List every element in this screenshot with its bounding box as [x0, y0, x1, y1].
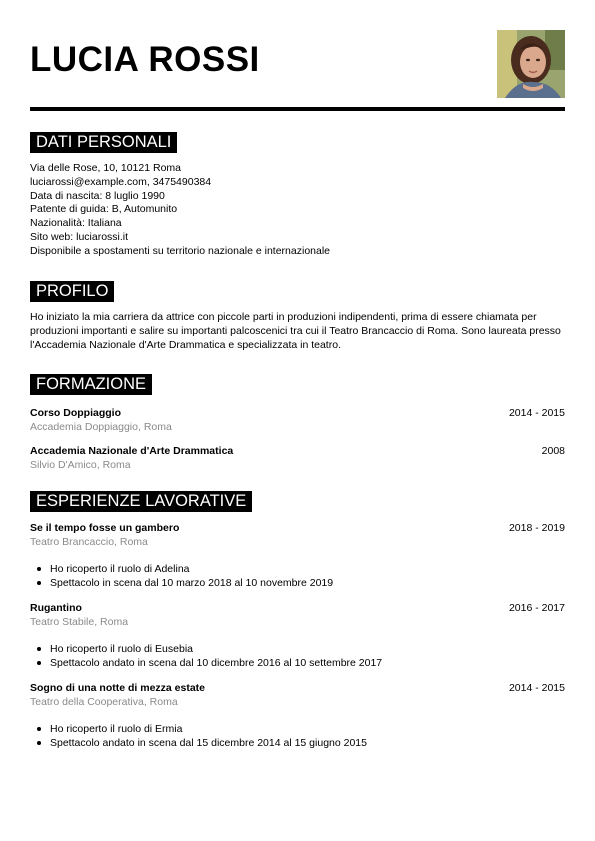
- entry-date: 2008: [541, 445, 565, 457]
- entry-title: Rugantino: [30, 601, 82, 614]
- experience-entry: [30, 522, 565, 591]
- bullet-item: Spettacolo andato in scena dal 10 dicembre 2016 al 10 settembre 2017: [50, 656, 565, 670]
- website-line: Sito web: luciarossi.it: [30, 230, 129, 243]
- education-entry: [30, 445, 565, 472]
- entry-bullets: [30, 642, 565, 671]
- entry-title: Accademia Nazionale d'Arte Drammatica: [30, 445, 234, 457]
- address-line: Via delle Rose, 10, 10121 Roma: [30, 162, 181, 174]
- personal-details: [30, 162, 565, 259]
- license-line: Patente di guida: B, Automunito: [30, 203, 178, 216]
- contact-line: luciarossi@example.com, 3475490384: [30, 175, 212, 188]
- entry-venue: Teatro della Cooperativa, Roma: [30, 695, 178, 708]
- entry-date: 2014 - 2015: [508, 681, 565, 694]
- portrait-image: [497, 30, 565, 98]
- entry-institution: Silvio D'Amico, Roma: [30, 459, 131, 471]
- personal-section-title: DATI PERSONALI: [30, 132, 177, 153]
- cv-page: [30, 0, 565, 750]
- entry-venue: Teatro Brancaccio, Roma: [30, 536, 148, 548]
- entry-institution: Accademia Doppiaggio, Roma: [30, 421, 172, 433]
- bullet-item: Spettacolo in scena dal 10 marzo 2018 al 10 novembre 2019: [50, 576, 565, 590]
- profile-section-title: PROFILO: [30, 281, 114, 302]
- cv-header: [30, 0, 565, 112]
- entry-venue: Teatro Stabile, Roma: [30, 615, 129, 628]
- experience-entry: [30, 682, 565, 751]
- experience-entry: [30, 602, 565, 671]
- entry-title: Se il tempo fosse un gambero: [30, 522, 180, 534]
- entry-bullets: [30, 562, 565, 591]
- education-section-title: FORMAZIONE: [30, 374, 152, 395]
- entry-title: Corso Doppiaggio: [30, 407, 121, 419]
- birthdate-line: Data di nascita: 8 luglio 1990: [30, 189, 165, 202]
- experience-section: [30, 491, 565, 750]
- education-entry: [30, 407, 565, 434]
- nationality-line: Nazionalità: Italiana: [30, 217, 122, 230]
- profile-text: Ho iniziato la mia carriera da attrice con piccole parti in produzioni indipendenti, prima di essere chiamata per produzioni importanti e salire su importanti palcoscenici tra cui il Teatro Brancaccio di Roma. Sono laureata presso l'Accademia Nazionale d'Arte Drammatica e specializzata in teatro.: [30, 311, 561, 351]
- entry-date: 2014 - 2015: [508, 407, 565, 419]
- entry-title: Sogno di una notte di mezza estate: [30, 681, 206, 694]
- education-section: [30, 374, 565, 472]
- entry-bullets: [30, 722, 565, 751]
- entry-date: 2016 - 2017: [508, 601, 565, 614]
- bullet-item: Ho ricoperto il ruolo di Ermia: [50, 722, 565, 736]
- header-divider: [30, 107, 565, 111]
- availability-line: Disponibile a spostamenti su territorio nazionale e internazionale: [30, 244, 331, 257]
- bullet-item: Ho ricoperto il ruolo di Eusebia: [50, 642, 565, 656]
- entry-date: 2018 - 2019: [508, 522, 565, 534]
- bullet-item: Spettacolo andato in scena dal 15 dicembre 2014 al 15 giugno 2015: [50, 736, 565, 750]
- profile-section: [30, 281, 565, 352]
- experience-section-title: ESPERIENZE LAVORATIVE: [30, 491, 252, 512]
- profile-photo: [497, 30, 565, 98]
- person-name: LUCIA ROSSI: [30, 40, 260, 79]
- personal-section: [30, 132, 565, 259]
- bullet-item: Ho ricoperto il ruolo di Adelina: [50, 562, 565, 576]
